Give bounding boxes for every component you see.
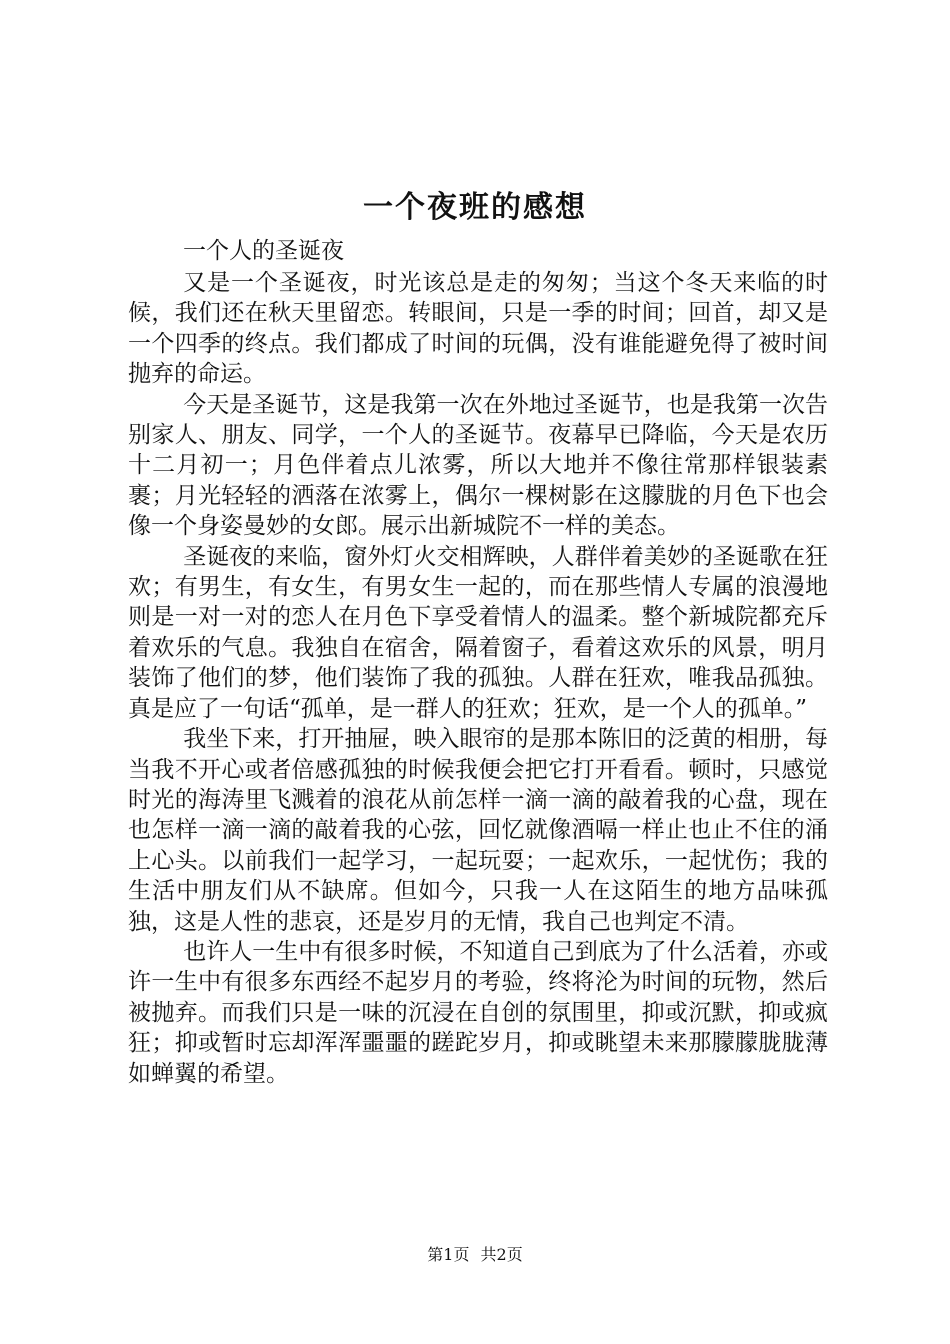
paragraph: 今天是圣诞节，这是我第一次在外地过圣诞节，也是我第一次告别家人、朋友、同学，一个人的圣诞节。夜幕早已降临，今天是农历十二月初一；月色伴着点儿浓雾，所以大地并不像往常那样银装素裹；月光轻轻的洒落在浓雾上，偶尔一棵树影在这朦胧的月色下也会像一个身姿曼妙的女郎。展示出新城院不一样的美态。 — [128, 391, 828, 540]
paragraph: 也许人一生中有很多时候，不知道自己到底为了什么活着，亦或许一生中有很多东西经不起岁月的考验，终将沦为时间的玩物，然后被抛弃。而我们只是一味的沉浸在自创的氛围里，抑或沉默，抑或疯狂；抑或暂时忘却浑浑噩噩的蹉跎岁月，抑或眺望未来那朦朦胧胧薄如蝉翼的希望。 — [128, 938, 828, 1087]
subtitle: 一个人的圣诞夜 — [183, 238, 344, 264]
paragraph: 圣诞夜的来临，窗外灯火交相辉映，人群伴着美妙的圣诞歌在狂欢；有男生，有女生，有男女生一起的，而在那些情人专属的浪漫地则是一对一对的恋人在月色下享受着情人的温柔。整个新城院都充斥着欢乐的气息。我独自在宿舍，隔着窗子，看着这欢乐的风景，明月装饰了他们的梦，他们装饰了我的孤独。人群在狂欢，唯我品孤独。真是应了一句话“孤单，是一群人的狂欢；狂欢，是一个人的孤单。” — [128, 543, 828, 722]
paragraph: 又是一个圣诞夜，时光该总是走的匆匆；当这个冬天来临的时候，我们还在秋天里留恋。转眼间，只是一季的时间；回首，却又是一个四季的终点。我们都成了时间的玩偶，没有谁能避免得了被时间抛弃的命运。 — [128, 270, 828, 388]
body-text — [128, 268, 828, 1089]
page-footer: 第1页 共2页 — [427, 1245, 523, 1264]
paragraph: 我坐下来，打开抽屉，映入眼帘的是那本陈旧的泛黄的相册，每当我不开心或者倍感孤独的时候我便会把它打开看看。顿时，只感觉时光的海涛里飞溅着的浪花从前怎样一滴一滴的敲着我的心盘，现在也怎样一滴一滴的敲着我的心弦，回忆就像酒嗝一样止也止不住的涌上心头。以前我们一起学习，一起玩耍；一起欢乐，一起忧伤；我的生活中朋友们从不缺席。但如今，只我一人在这陌生的地方品味孤独，这是人性的悲哀，还是岁月的无情，我自己也判定不清。 — [128, 726, 828, 935]
page-title: 一个夜班的感想 — [363, 190, 587, 225]
